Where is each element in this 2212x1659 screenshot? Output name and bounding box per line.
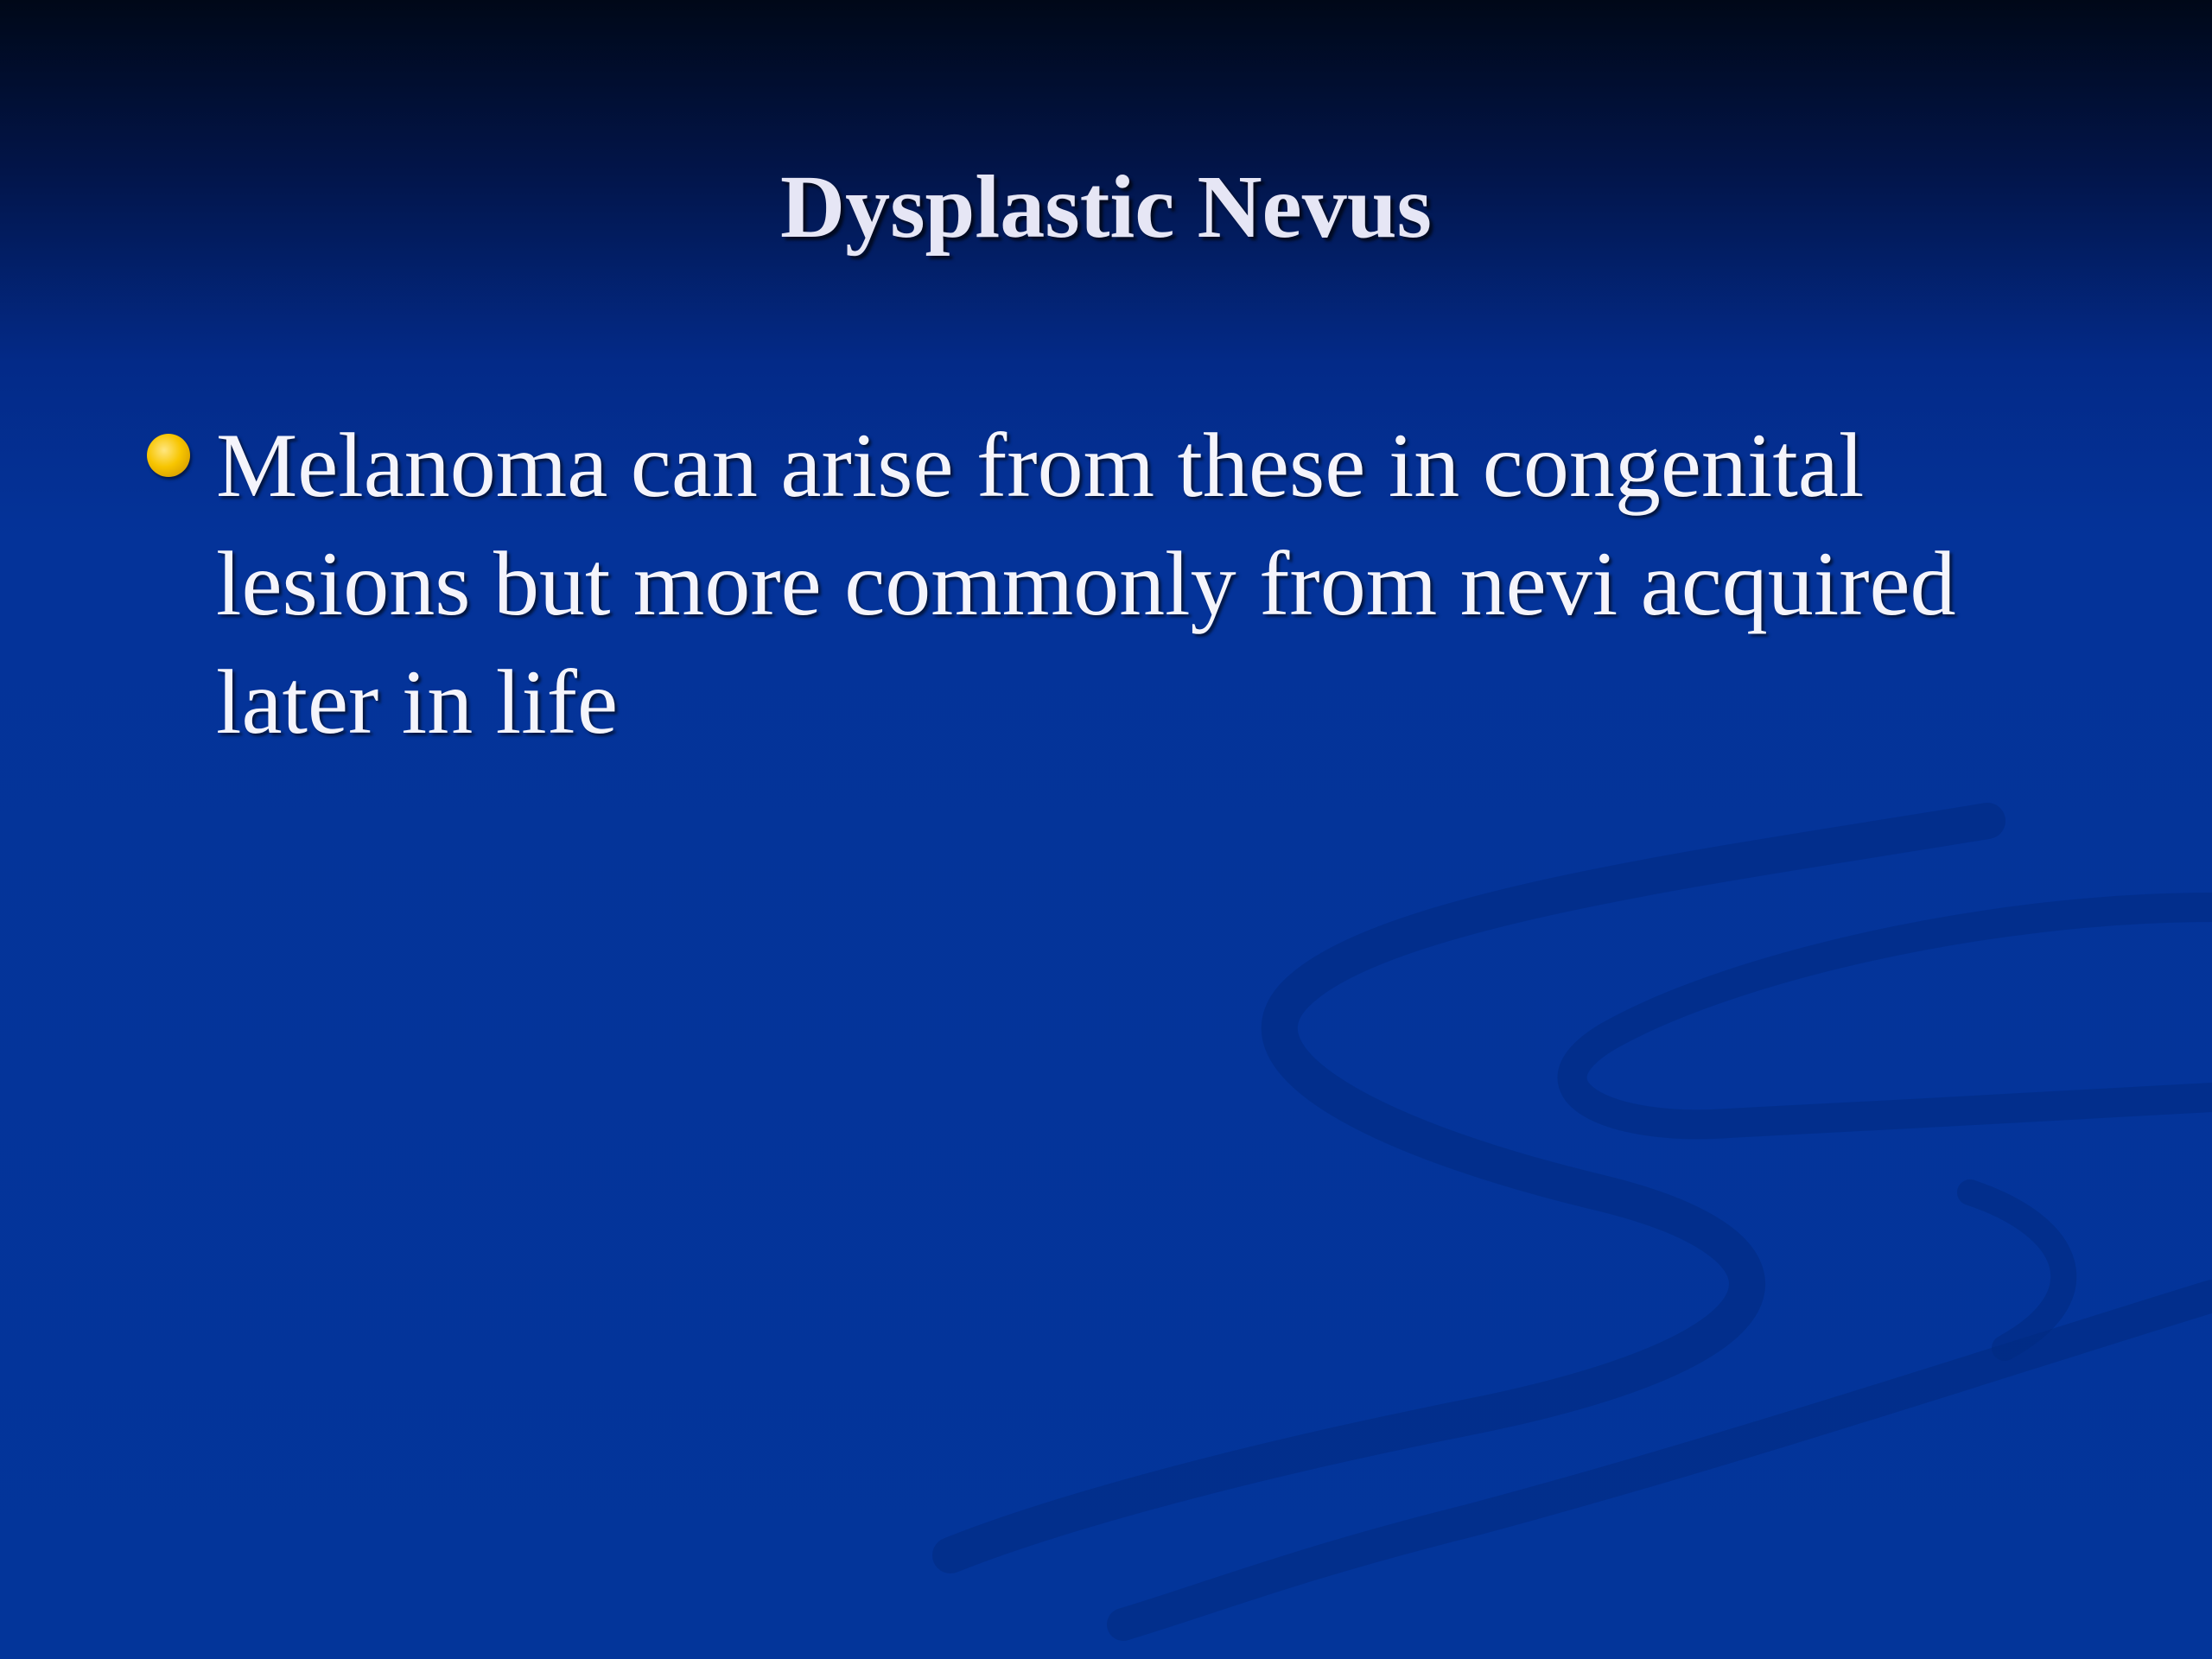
bullet-text: Melanoma can arise from these in congenital lesions but more commonly from nevi acquired later in life <box>216 415 1956 753</box>
bullet-dot-icon <box>147 434 190 477</box>
bullet-list <box>138 406 2074 761</box>
bullet-item <box>138 406 2074 761</box>
slide-title: Dysplastic Nevus <box>779 157 1433 257</box>
